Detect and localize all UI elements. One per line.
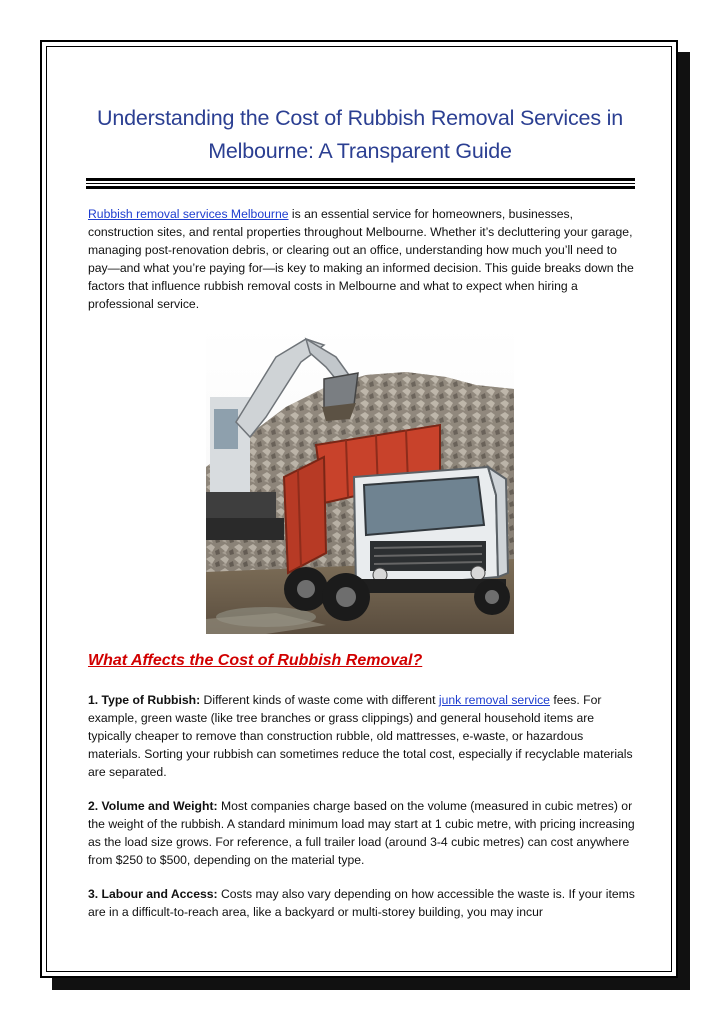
item-1-text-b: fees. For example, green waste (like tree branches or grass clippings) and general household items are typically cheaper to remove than construction rubble, old mattresses, e-waste, or hazardous materials. Sorting your rubbish can sometimes reduce the total cost, especially if recyclable materials are separated. — [88, 693, 633, 779]
junk-removal-link[interactable]: junk removal service — [438, 693, 550, 707]
item-volume-and-weight — [88, 798, 636, 870]
item-type-of-rubbish — [88, 692, 636, 782]
intro-text: is an essential service for homeowners, businesses, construction sites, and rental properties throughout Melbourne. Whether it’s decluttering your garage, managing post-renovation debris, or clearing out an office, understanding how much you’ll need to pay—and what you’re paying for—is key to making an informed decision. This guide breaks down the factors that influence rubbish removal costs in Melbourne and what to expect when hiring a professional service. — [88, 207, 634, 311]
title-line-1: Understanding the Cost of Rubbish Removal Services in — [97, 106, 623, 130]
title-line-2: Melbourne: A Transparent Guide — [208, 139, 512, 163]
truck-excavator-photo — [206, 327, 514, 634]
section-heading: What Affects the Cost of Rubbish Removal? — [88, 652, 423, 669]
item-2-text: Most companies charge based on the volume (measured in cubic metres) or the weight of the rubbish. A standard minimum load may start at 1 cubic metre, with pricing increasing as the load size grows. For reference, a full trailer load (around 3-4 cubic metres) can cost anywhere from $250 to $500, depending on the material type. — [88, 799, 635, 867]
item-3-label: 3. Labour and Access: — [88, 887, 218, 901]
intro-paragraph — [88, 206, 636, 313]
item-3-text: Costs may also vary depending on how accessible the waste is. If your items are in a difficult-to-reach area, like a backyard or multi-storey building, you may incur — [88, 887, 635, 919]
item-1-label: 1. Type of Rubbish: — [88, 693, 201, 707]
item-2-label: 2. Volume and Weight: — [88, 799, 218, 813]
title-divider — [86, 178, 635, 189]
item-1-text-a: Different kinds of waste come with different — [200, 693, 439, 707]
item-labour-and-access — [88, 886, 636, 922]
page-title — [80, 102, 640, 168]
rubbish-removal-link[interactable]: Rubbish removal services Melbourne — [88, 207, 289, 221]
